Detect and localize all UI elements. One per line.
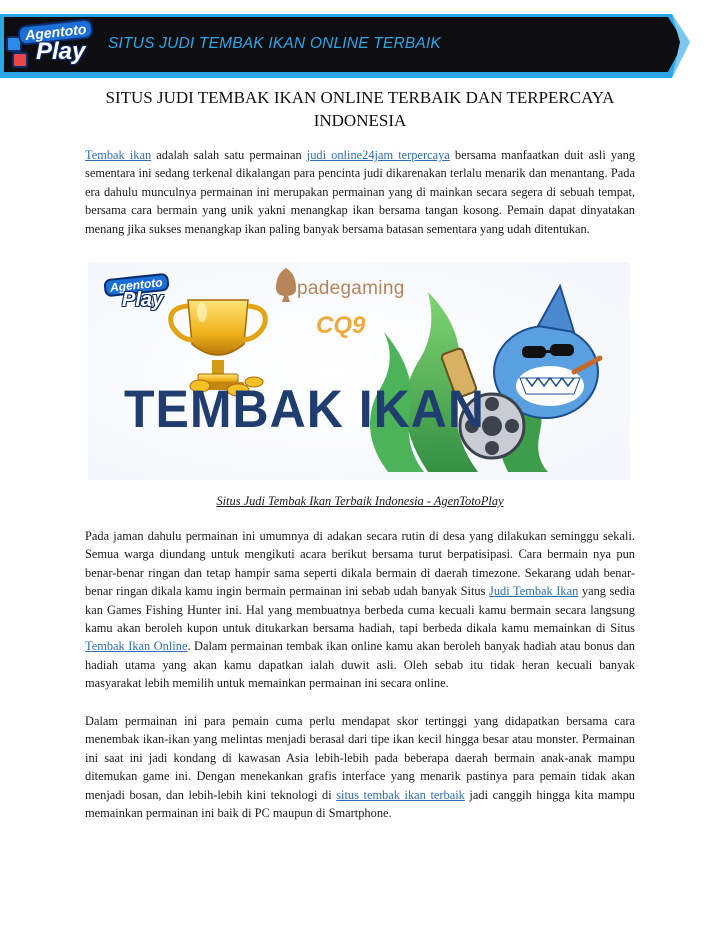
logo-top-text: Agentoto: [17, 18, 94, 46]
link-judi-online24jam[interactable]: judi online24jam terpercaya: [306, 148, 450, 162]
header-banner: [0, 14, 690, 78]
agentotoplay-logo[interactable]: [6, 22, 98, 76]
spadegaming-logo-text: Spadegaming: [284, 278, 405, 299]
figure-logo: [96, 276, 176, 320]
banner-title: SITUS JUDI TEMBAK IKAN ONLINE TERBAIK: [108, 35, 441, 52]
paragraph-text: . Dalam permainan tembak ikan online kamu akan beroleh banyak hadiah atau bonus dan hadiah utama yang akan kamu dapatkan ialah duwit asli. Oleh sebab itu tidak heran kecuali banyak masyarakat lebih memilih untuk memainkan permainan ini secara online.: [85, 639, 635, 691]
logo-bottom-text: Play: [36, 38, 86, 65]
figure-logo-top: Agentoto: [103, 273, 169, 298]
figure-caption-text: Situs Judi Tembak Ikan Terbaik Indonesia - AgenTotoPlay: [216, 494, 504, 508]
figure-logo-bottom: Play: [122, 289, 164, 311]
paragraph-intro: [85, 146, 635, 238]
link-tembak-ikan-online[interactable]: Tembak Ikan Online: [85, 639, 188, 654]
paragraph-text: Pada jaman dahulu permainan ini umumnya di adakan secara rutin di desa yang dilakukan seminggu sekali. Semua warga diundang untuk mengikuti acara berikut bersama turut berpatisipasi. Cara bermain nya pun benar-benar ringan dan tetap hampir sama seperti dikala bermain di daerah timezone. Sekarang udah benar-benar ringan dikala kamu ingin bermain permainan ini sebab udah banyak Situs: [85, 529, 635, 599]
paragraph-text: Dalam permainan ini para pemain cuma perlu mendapat skor tertinggi yang didapatkan bersama cara menembak ikan-ikan yang melintas menjadi berasal dari tipe ikan kecil hingga besar atau monster. Permainan ini saat ini jadi kondang di kawasan Asia lebih-lebih pada beberapa daerah bermain anak-anak mampu ditemukan game ini. Dengan menekankan grafis interface yang menarik pastinya para pemain tidak akan menjadi bosan, dan lebih-lebih kini teknologi di: [85, 714, 635, 802]
paragraph-gameplay: [85, 712, 635, 822]
link-tembak-ikan[interactable]: Tembak ikan: [85, 148, 152, 162]
paragraph-text: yang sedia kan Games Fishing Hunter ini. Hal yang membuatnya berbeda cuma kecuali kamu bermain secara langsung kamu akan beroleh kupon untuk ditukarkan bersama hadiah, tapi berbeda dikala kamu memainkan di Situs: [85, 584, 635, 636]
figure-caption: [0, 494, 720, 509]
tembak-ikan-banner-image: [88, 262, 630, 480]
paragraph-text: bersama manfaatkan duit asli yang sementara ini sedang terkenal dikalangan para pencinta judi dikarenakan terlalu menarik dan menantang. Pada era dahulu munculnya permainan ini merupakan permainan yang di mainkan secara segera di sebuah tempat, bersama cara bermain yang unik yakni menangkap ikan bersama tangan kosong. Pemain dapat dinyatakan menang jika sukses menangkap ikan paling banyak bersama batasan sementara yang udah ditentukan.: [85, 148, 635, 236]
link-situs-tembak-ikan-terbaik[interactable]: situs tembak ikan terbaik: [336, 787, 465, 802]
paragraph-text: adalah salah satu permainan: [151, 148, 307, 162]
dice-icon: [12, 52, 28, 68]
article-heading: SITUS JUDI TEMBAK IKAN ONLINE TERBAIK DAN TERPERCAYA INDONESIA: [105, 88, 615, 130]
paragraph-text: jadi canggih hingga kita mampu memainkan permainan ini baik di PC maupun di Smartphone.: [85, 787, 635, 821]
cq9-logo-text: CQ9: [316, 312, 366, 339]
paragraph-history: [85, 527, 635, 693]
link-judi-tembak-ikan[interactable]: Judi Tembak Ikan: [489, 584, 579, 599]
figure-banner-text: TEMBAK IKAN: [124, 379, 485, 439]
